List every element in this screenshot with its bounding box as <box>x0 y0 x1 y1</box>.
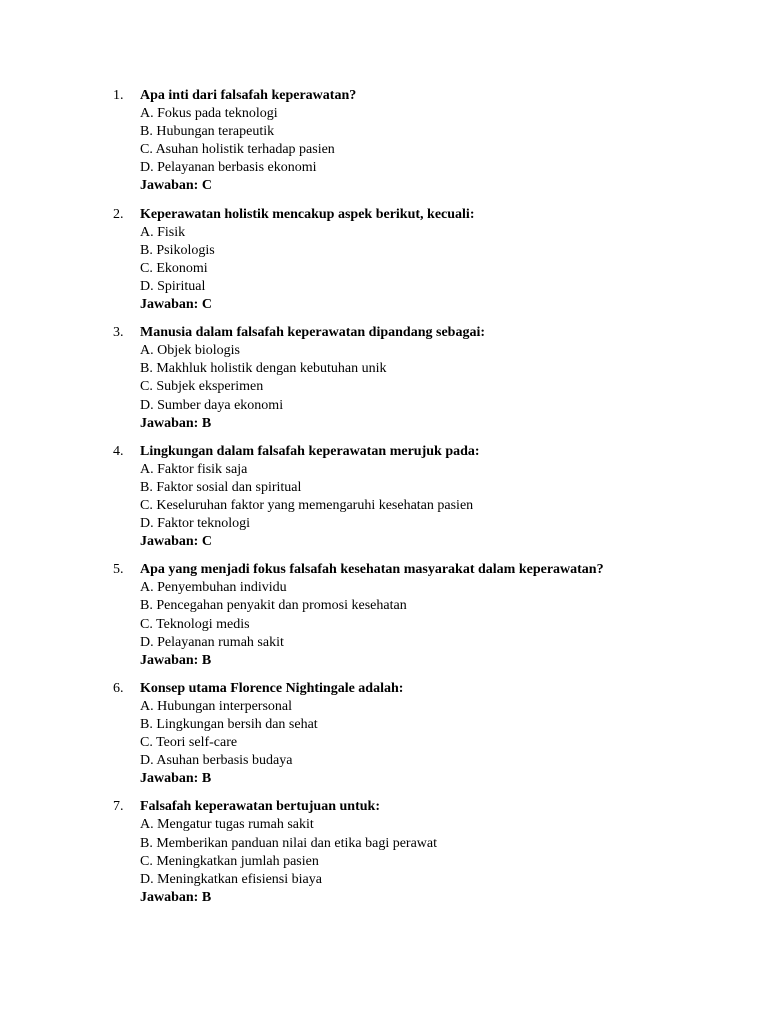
option-b: B. Faktor sosial dan spiritual <box>140 479 302 495</box>
option-c: C. Meningkatkan jumlah pasien <box>140 853 319 869</box>
option-d: D. Pelayanan berbasis ekonomi <box>140 160 317 176</box>
option-b: B. Hubungan terapeutik <box>140 124 275 140</box>
option-d: D. Spiritual <box>140 278 206 294</box>
answer-key: Jawaban: B <box>140 652 212 668</box>
question-number: 1. <box>113 88 124 103</box>
question-number: 5. <box>113 562 124 578</box>
question-item <box>113 206 733 315</box>
question-number: 2. <box>113 206 124 222</box>
answer-key: Jawaban: B <box>140 889 212 905</box>
option-d: D. Pelayanan rumah sakit <box>140 634 284 650</box>
option-a: A. Hubungan interpersonal <box>140 698 293 714</box>
question-number: 4. <box>113 443 124 459</box>
question-text: Konsep utama Florence Nightingale adalah: <box>140 680 404 696</box>
question-item <box>113 680 733 789</box>
answer-key: Jawaban: B <box>140 415 212 431</box>
question-text: Manusia dalam falsafah keperawatan dipandang sebagai: <box>140 325 486 341</box>
option-b: B. Psikologis <box>140 242 215 258</box>
question-list <box>113 87 733 917</box>
option-a: A. Mengatur tugas rumah sakit <box>140 817 314 833</box>
option-c: C. Asuhan holistik terhadap pasien <box>140 142 335 158</box>
answer-key: Jawaban: C <box>140 297 212 313</box>
question-text: Apa yang menjadi fokus falsafah kesehatan masyarakat dalam keperawatan? <box>140 562 604 578</box>
question-text: Apa inti dari falsafah keperawatan? <box>140 88 357 103</box>
option-d: D. Asuhan berbasis budaya <box>140 753 293 769</box>
option-b: B. Lingkungan bersih dan sehat <box>140 717 318 732</box>
answer-key: Jawaban: B <box>140 771 212 787</box>
question-number: 7. <box>113 799 124 815</box>
question-text: Keperawatan holistik mencakup aspek berikut, kecuali: <box>140 206 475 222</box>
option-a: A. Fokus pada teknologi <box>140 106 278 122</box>
question-number: 3. <box>113 325 124 341</box>
question-item <box>113 798 733 907</box>
option-c: C. Ekonomi <box>140 260 208 276</box>
answer-key: Jawaban: C <box>140 534 212 550</box>
option-a: A. Fisik <box>140 224 186 240</box>
question-item <box>113 324 733 433</box>
question-text: Falsafah keperawatan bertujuan untuk: <box>140 799 380 815</box>
question-item <box>113 443 733 552</box>
question-text: Lingkungan dalam falsafah keperawatan merujuk pada: <box>140 443 480 459</box>
option-a: A. Penyembuhan individu <box>140 580 287 596</box>
question-item <box>113 561 733 670</box>
option-b: B. Pencegahan penyakit dan promosi kesehatan <box>140 598 407 614</box>
option-c: C. Subjek eksperimen <box>140 379 264 395</box>
question-item <box>113 87 733 196</box>
option-c: C. Teknologi medis <box>140 616 250 632</box>
option-c: C. Teori self-care <box>140 735 238 751</box>
option-c: C. Keseluruhan faktor yang memengaruhi kesehatan pasien <box>140 497 474 513</box>
option-d: D. Faktor teknologi <box>140 516 251 532</box>
option-b: B. Memberikan panduan nilai dan etika bagi perawat <box>140 835 438 851</box>
option-d: D. Meningkatkan efisiensi biaya <box>140 871 322 887</box>
answer-key: Jawaban: C <box>140 178 212 194</box>
option-b: B. Makhluk holistik dengan kebutuhan unik <box>140 361 387 377</box>
option-a: A. Objek biologis <box>140 343 240 359</box>
question-number: 6. <box>113 680 124 696</box>
option-d: D. Sumber daya ekonomi <box>140 397 284 413</box>
option-a: A. Faktor fisik saja <box>140 461 248 477</box>
